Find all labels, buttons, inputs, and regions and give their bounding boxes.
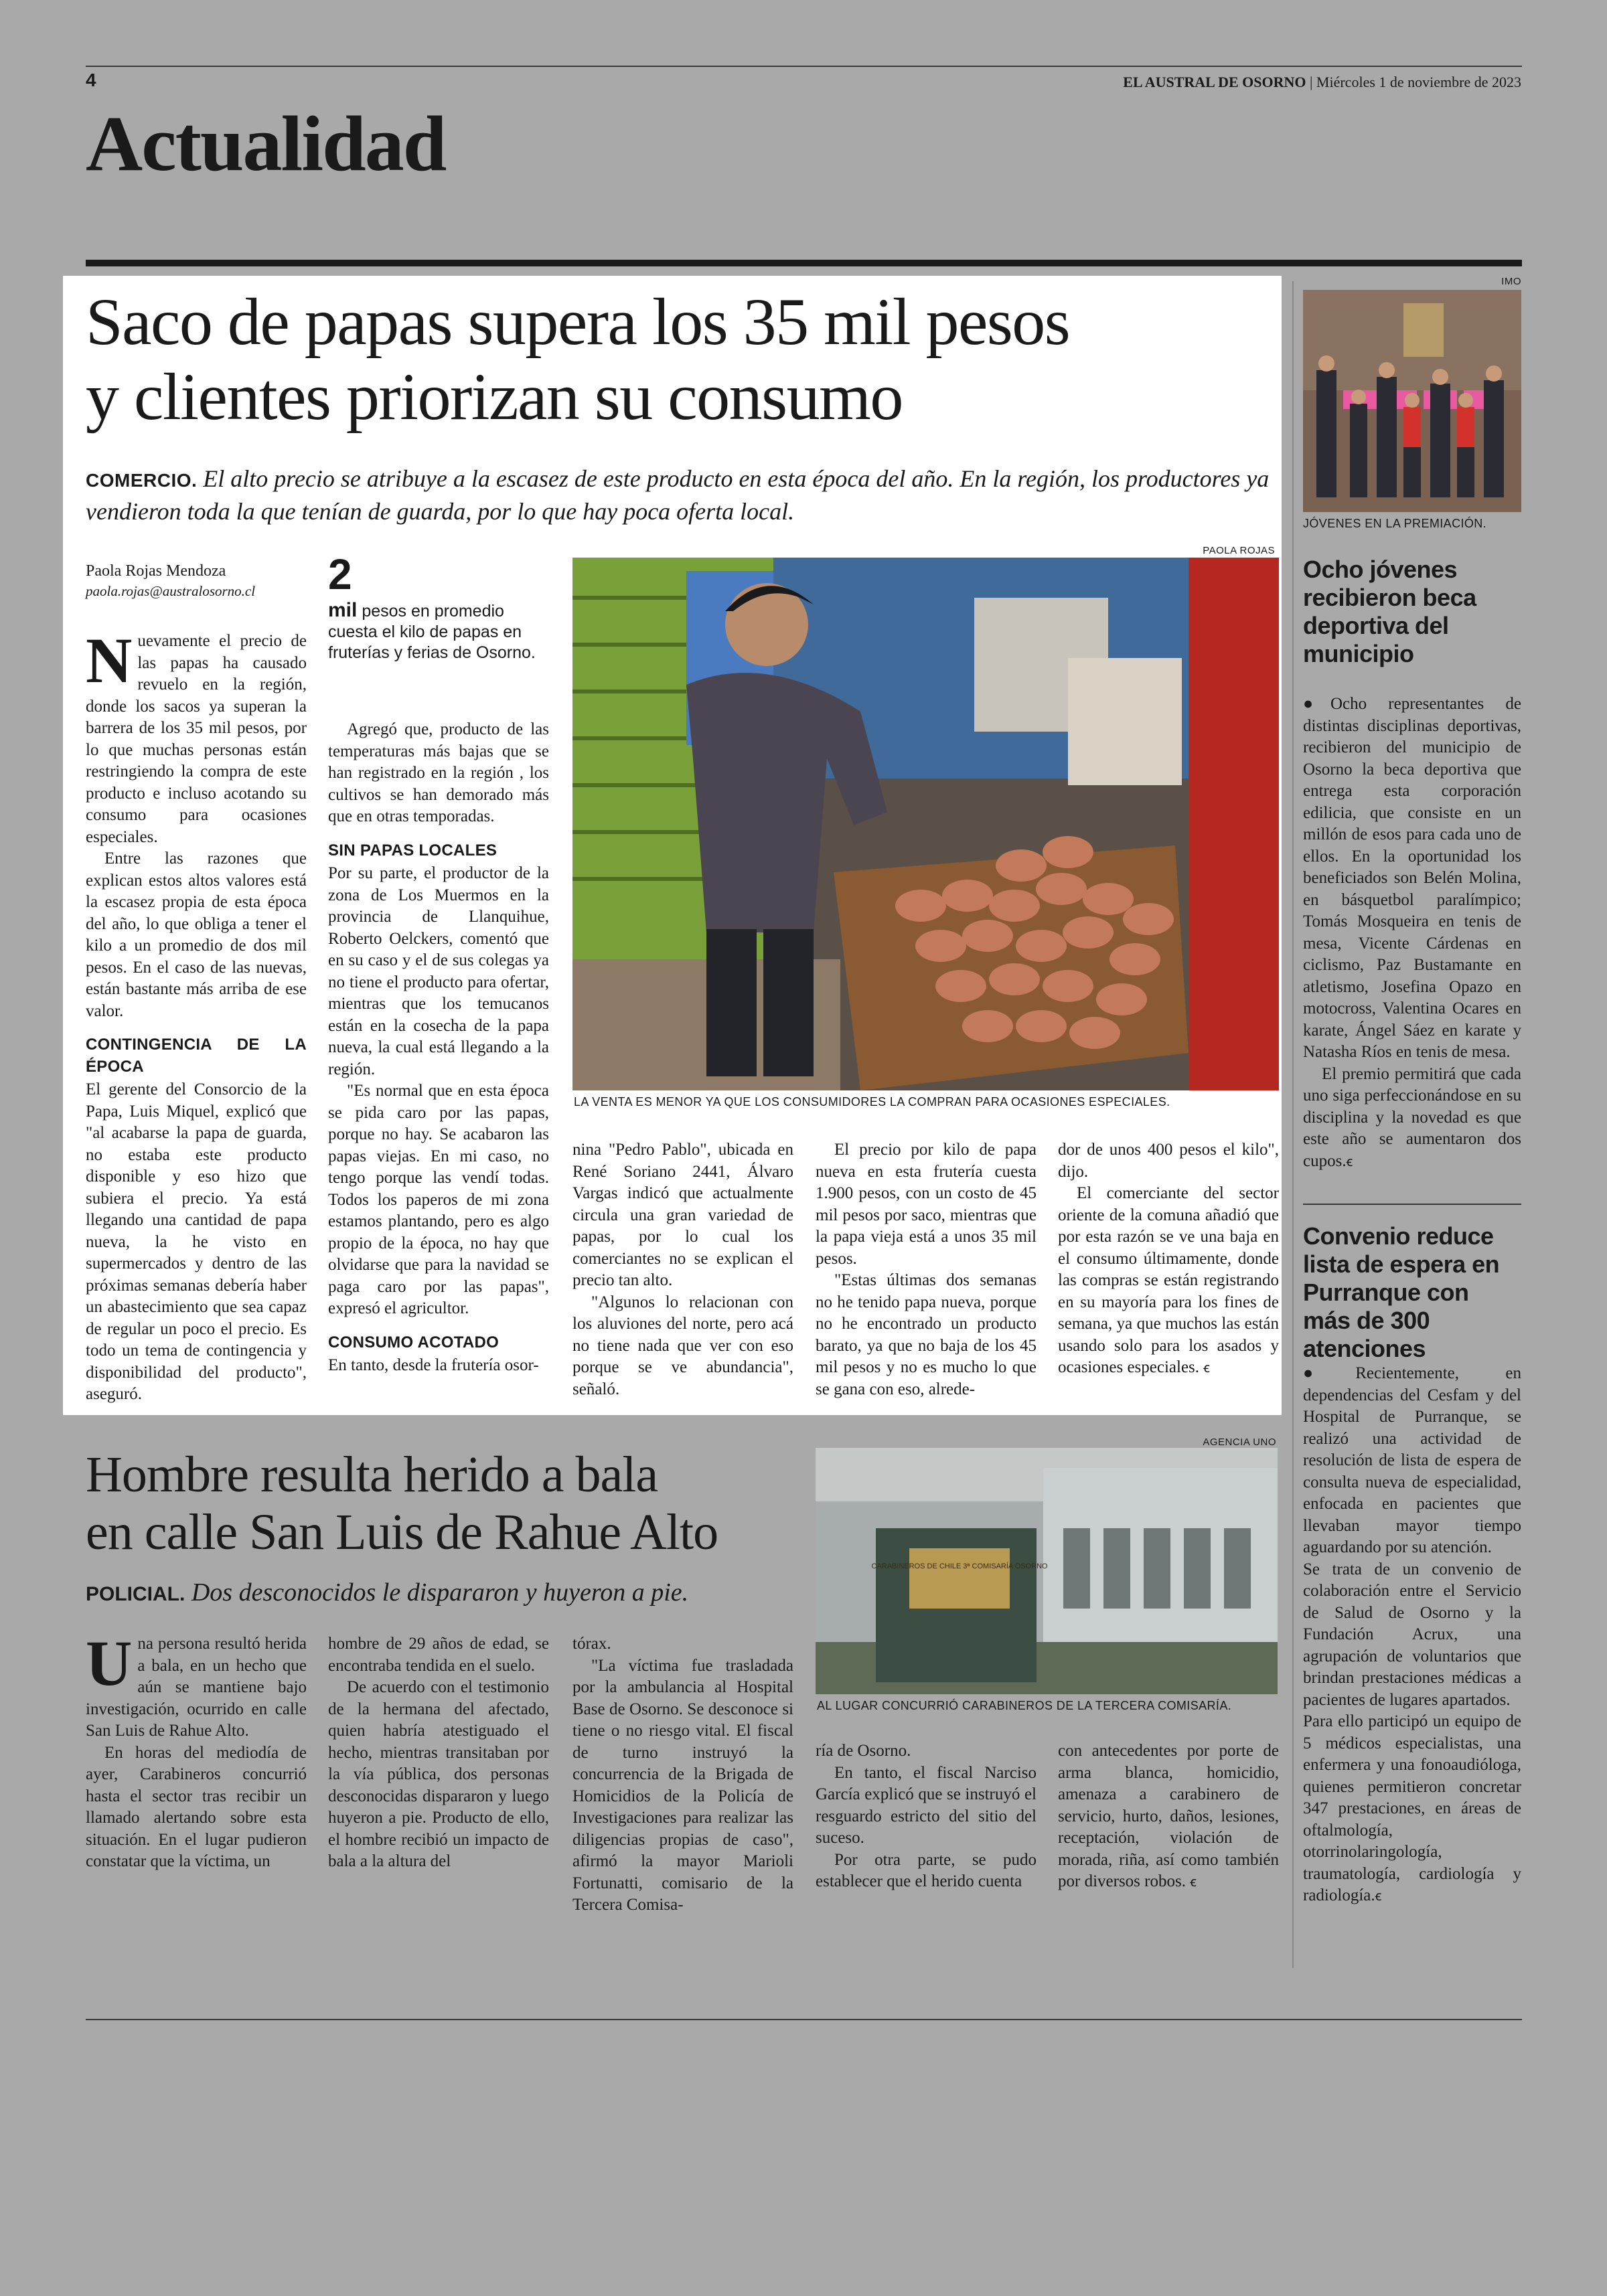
author-name: Paola Rojas Mendoza (86, 562, 226, 580)
sidebar-story1-p1-text: Ocho representantes de distintas disciplinas deportivas, recibieron del municipio de Osorno la beca deportiva que entrega esta corporación edilicia, que consiste en un millón de esos para cada uno de ellos. En la oportunidad los beneficiados son Belén Molina, en básquetbol paralímpico; Tomás Mosqueira en tenis de mesa, Vicente Cárdenas en ciclismo, Paz Bustamante en atletismo, Josefina Opazo en motocross, Valentina Ocares en karate, Ángel Sáez en karate y Natasha Ríos en tenis de mesa. (1303, 695, 1521, 1061)
stat-unit: mil (328, 599, 358, 621)
main-photo-caption: LA VENTA ES MENOR YA QUE LOS CONSUMIDORES LA COMPRAN PARA OCASIONES ESPECIALES. (574, 1095, 1170, 1109)
sidebar-story1-p2-text: El premio permitirá que cada uno siga perfeccionándose en su disciplina y la novedad es que este año se aumentaron dos cupos. (1303, 1064, 1521, 1170)
sidebar-divider (1292, 281, 1294, 1968)
issue-date: Miércoles 1 de noviembre de 2023 (1316, 74, 1521, 90)
author-email: paola.rojas@australosorno.cl (86, 583, 256, 599)
main-deck (86, 463, 1278, 527)
main-dropcap: N (86, 625, 133, 696)
main-col2-p1: Agregó que, producto de las temperaturas más bajas que se han registrado en la región , los cultivos se han demorado más que en otras temporadas. (328, 720, 549, 825)
sidebar-story2-p3-text: Para ello participó un equipo de 5 médicos especialistas, una enfermera y una fonoaudióloga, quienes permitieron concretar 347 prestaciones, en áreas de oftalmología, otorrinolaringología, traumatología, cardiología y radiología. (1303, 1712, 1521, 1904)
bullet-icon: ● (1303, 695, 1330, 713)
second-headline-line1: Hombre resulta herido a bala (86, 1447, 658, 1503)
main-subhead-consumo: CONSUMO ACOTADO (328, 1333, 500, 1351)
byline (86, 562, 307, 600)
second-headline-line2: en calle San Luis de Rahue Alto (86, 1504, 718, 1560)
main-col2-p3: "Es normal que en esta época se pida caro por las papas, porque no hay. Se acabaron las papas viejas. En mi caso, no tengo porque las vendí todas. Todos los paperos de mi zona estamos plantando, pero es algo propio de la época, no hay que olvidarse que para la navidad se paga caro por las papas", expresó el agricultor. (328, 1082, 549, 1317)
main-headline (86, 284, 1278, 434)
stat-number: 2 (328, 550, 352, 598)
main-subhead-contingencia: CONTINGENCIA DE LA ÉPOCA (86, 1036, 307, 1076)
main-col4-p1: El precio por kilo de papa nueva en esta frutería cuesta 1.900 pesos, con un costo de 45 mil pesos por saco, mientras que la papa vieja está a unos 35 mil pesos. (816, 1141, 1037, 1268)
main-kicker: COMERCIO. (86, 470, 198, 491)
main-col1-p1-text: uevamente el precio de las papas ha causado revuelo en la región, donde los sacos ya superan la barrera de los 35 mil pesos, por lo que muchas personas están restringiendo la compra de este producto e incluso acotando su consumo para ocasiones especiales. (86, 632, 307, 846)
main-photo-credit: PAOLA ROJAS (1203, 545, 1275, 556)
main-col4-p2: "Estas últimas dos semanas no he tenido papa nueva, porque no he encontrado un producto barato, ya que no baja de los 45 mil pesos y no es mucho lo que se gana con eso, alrede- (816, 1271, 1037, 1398)
second-col4 (816, 1740, 1037, 1893)
sidebar-story1-p1 (1303, 693, 1521, 1064)
plaque-text: CARABINEROS DE CHILE 3ª COMISARÍA OSORNO (871, 1562, 1048, 1570)
main-col3-p2: "Algunos lo relacionan con los aluviones del norte, pero acá no tiene nada que ver con eso porque se ve abundancia", señaló. (572, 1293, 793, 1398)
main-col5-p2-text: El comerciante del sector oriente de la comuna añadió que por esta razón se ve una baja en el consumo últimamente, donde las compras se están registrando en su mayoría para los fines de semana, ya que muchos las están usando solo para los asados y ocasiones especiales. (1058, 1184, 1279, 1376)
sidebar-story2-p1 (1303, 1363, 1521, 1559)
main-col3-p1: nina "Pedro Pablo", ubicada en René Soriano 2441, Álvaro Vargas indicó que actualmente circula una gran variedad de papas, por lo cual los comerciantes no se explican el precio tan alto. (572, 1141, 793, 1289)
section-rule (86, 260, 1522, 266)
footer-rule (86, 2019, 1522, 2020)
second-col3-p2: "La víctima fue trasladada por la ambulancia al Hospital Base de Osorno. Se desconoce si tiene o no riesgo vital. El fiscal de turno instruyó la concurrencia de la Brigada de Homicidios de la Policía de Investigaciones para realizar las diligencias propias de caso", afirmó la mayor Marioli Fortunatti, comisario de la Tercera Comisa- (572, 1656, 793, 1914)
second-dropcap: U (86, 1627, 133, 1699)
sidebar-rule (1303, 1204, 1521, 1205)
sidebar-story2 (1303, 1363, 1521, 1907)
separator: | (1310, 74, 1313, 90)
second-deck (86, 1577, 809, 1610)
main-col1-p3: El gerente del Consorcio de la Papa, Luis Miquel, explicó que "al acabarse la papa de guarda, no estaba este producto disponible y eso hizo que subiera el precio. Ya está llegando una cantidad de papa nueva, la he visto en supermercados y dentro de las próximas semanas debería haber un abastecimiento que sea capaz de regular un poco el precio. Es todo un tema de contingencia y disponibilidad del producto", aseguró. (86, 1080, 307, 1403)
main-col5 (1058, 1139, 1279, 1379)
second-col4-p2: En tanto, el fiscal Narciso García explicó que se instruyó el resguardo estricto del sitio del suceso. (816, 1763, 1037, 1847)
potato-vendor-illustration (572, 558, 1279, 1090)
end-mark-icon: ꞓ (1375, 1888, 1382, 1904)
second-col1-p1 (86, 1627, 307, 1742)
second-col2 (328, 1633, 549, 1873)
main-col2 (328, 719, 549, 1377)
sidebar-story1 (1303, 693, 1521, 1172)
sidebar-headline-2: Convenio reduce lista de espera en Purranque con más de 300 atenciones (1303, 1222, 1500, 1362)
second-photo-caption: AL LUGAR CONCURRIÓ CARABINEROS DE LA TERCERA COMISARÍA. (817, 1699, 1232, 1712)
sidebar-story2-p3 (1303, 1711, 1521, 1907)
sidebar-story2-p2: Se trata de un convenio de colaboración entre el Servicio de Salud de Osorno y la Fundación Acrux, una agrupación de voluntarios que brindan prestaciones médicas a pacientes de lugares apartados. (1303, 1560, 1521, 1709)
second-photo (816, 1448, 1278, 1694)
end-mark-icon: ꞓ (1346, 1153, 1353, 1169)
second-col3-p1: tórax. (572, 1635, 611, 1653)
second-col1-p2: En horas del mediodía de ayer, Carabineros concurrió hasta el sector tras recibir un llamado alertando sobre esta situación. En el lugar pudieron constatar que la víctima, un (86, 1743, 307, 1870)
main-col4 (816, 1139, 1037, 1400)
second-col3 (572, 1633, 793, 1916)
second-photo-credit: AGENCIA UNO (1203, 1437, 1276, 1448)
second-deck-text: Dos desconocidos le dispararon y huyeron a pie. (191, 1578, 689, 1607)
bullet-icon: ● (1303, 1364, 1356, 1382)
sidebar-story2-p1-text: Recientemente, en dependencias del Cesfam y del Hospital de Purranque, se realizó una actividad de resolución de lista de espera de consulta nueva de especialidad, enfocada en pacientes que llevaban mayor tiempo aguardando por su atención. (1303, 1364, 1521, 1556)
second-col4-p3: Por otra parte, se pudo establecer que el herido cuenta (816, 1850, 1037, 1890)
main-col2-p4: En tanto, desde la frutería osor- (328, 1356, 539, 1374)
stat-callout (328, 550, 549, 663)
youth-award-illustration (1303, 290, 1521, 512)
main-col1 (86, 625, 307, 1406)
main-headline-line1: Saco de papas supera los 35 mil pesos (86, 284, 1070, 359)
sidebar-story1-p2 (1303, 1064, 1521, 1173)
main-deck-text: El alto precio se atribuye a la escasez de este producto en esta época del año. En la región, los productores ya vendieron toda la que tenían de guarda, por lo que hay poca oferta local. (86, 465, 1270, 525)
sidebar-headline-1: Ocho jóvenes recibieron beca deportiva del municipio (1303, 556, 1476, 667)
main-photo (572, 558, 1279, 1090)
main-col1-p2: Entre las razones que explican estos altos valores está la escasez propia de esta época del año, lo que obliga a tener el kilo a un promedio de dos mil pesos. En el caso de las nuevas, están bastante más arriba de ese valor. (86, 849, 307, 1020)
main-headline-line2: y clientes priorizan su consumo (86, 359, 903, 434)
stat-text: pesos en promedio cuesta el kilo de papas en fruterías y ferias de Osorno. (328, 602, 536, 662)
main-col1-p1 (86, 625, 307, 848)
main-col2-p2: Por su parte, el productor de la zona de Los Muermos en la provincia de Llanquihue, Roberto Oelckers, comentó que en su caso y el de sus colegas ya no tiene el producto para ofertar, mientras que los temucanos están en la cosecha de la papa nueva, la cual está llegando a la región. (328, 864, 549, 1078)
second-col1 (86, 1627, 307, 1873)
second-col5-p1-text: con antecedentes por porte de arma blanca, homicidio, amenaza a carabinero de servicio, hurto, daños, lesiones, receptación, violación de morada, riña, así como también por diversos robos. (1058, 1742, 1279, 1890)
main-col5-p1: dor de unos 400 pesos el kilo", dijo. (1058, 1141, 1279, 1181)
sidebar-photo (1303, 290, 1521, 512)
header-top-rule (86, 66, 1522, 67)
end-mark-icon: ꞓ (1190, 1874, 1197, 1890)
main-subhead-sin-papas: SIN PAPAS LOCALES (328, 841, 498, 859)
police-station-illustration (816, 1448, 1278, 1694)
sidebar-photo-caption: JÓVENES EN LA PREMIACIÓN. (1303, 517, 1487, 530)
main-col3 (572, 1139, 793, 1400)
main-col5-p2 (1058, 1183, 1279, 1379)
sidebar-photo-credit: IMO (1501, 276, 1521, 287)
masthead-info (1123, 74, 1521, 91)
second-headline (86, 1446, 795, 1561)
end-mark-icon: ꞓ (1203, 1360, 1210, 1376)
page-number: 4 (86, 70, 96, 90)
second-col4-p1: ría de Osorno. (816, 1742, 911, 1760)
second-col2-p1: hombre de 29 años de edad, se encontraba tendida en el suelo. (328, 1635, 549, 1675)
second-col2-p2: De acuerdo con el testimonio de la hermana del afectado, quien habría atestiguado el hecho, mientras transitaban por la vía pública, dos personas desconocidas dispararon y luego huyeron a pie. Producto de ello, el hombre recibió un impacto de bala a la altura del (328, 1678, 549, 1870)
second-col5-p1 (1058, 1740, 1279, 1893)
section-title: Actualidad (86, 100, 446, 187)
second-kicker: POLICIAL. (86, 1583, 185, 1605)
second-col1-p1-text: na persona resultó herida a bala, en un hecho que aún se mantiene bajo investigación, ocurrido en calle San Luis de Rahue Alto. (86, 1635, 307, 1740)
second-col5 (1058, 1740, 1279, 1893)
publication-name: EL AUSTRAL DE OSORNO (1123, 74, 1306, 90)
stat-text-block (328, 600, 549, 663)
